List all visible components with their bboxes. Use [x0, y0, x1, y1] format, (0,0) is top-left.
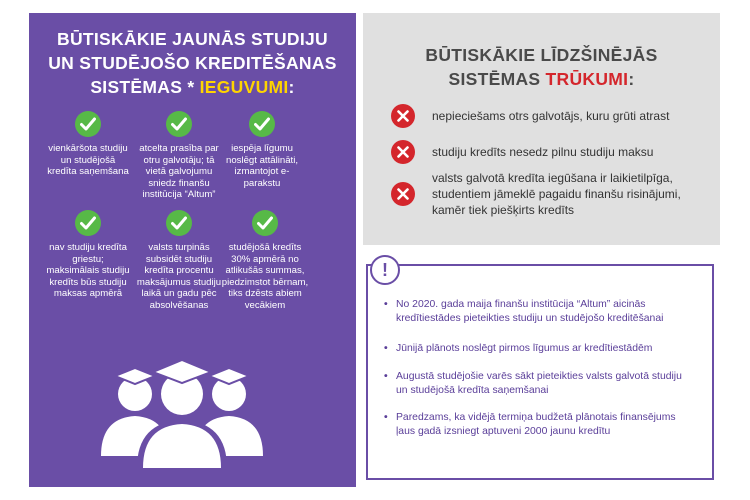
check-icon [75, 111, 101, 137]
check-icon [75, 210, 101, 236]
benefit-item: vienkāršota studiju un studējošā kredīta saņemšana [45, 111, 131, 178]
timeline-box [366, 264, 714, 480]
drawback-item: nepieciešams otrs galvotājs, kuru grūti atrast [391, 104, 669, 128]
check-icon [166, 111, 192, 137]
benefit-item: nav studiju kredīta griestu; maksimālais studiju kredīts būs studiju maksas apmērā [45, 210, 131, 300]
cross-icon [391, 104, 415, 128]
benefit-item: iespēja līgumu noslēgt attālināti, izmantojot e-parakstu [219, 111, 305, 189]
drawback-item: studiju kredīts nesedz pilnu studiju maksu [391, 140, 653, 164]
benefits-title: BŪTISKĀKIE JAUNĀS STUDIJU UN STUDĒJOŠO KREDITĒŠANAS SISTĒMAS * IEGUVUMI: [48, 29, 337, 97]
cross-icon [391, 182, 415, 206]
drawbacks-panel [363, 13, 720, 245]
info-item: • Augustā studējošie varēs sākt pieteikties valsts galvotā studiju un studējošā kredīta saņemšanai [384, 371, 682, 396]
benefit-item: studējošā kredīts 30% apmērā no atlikušās summas, piedzimstot bērnam, tiks dzēsts abiem vecākiem [219, 210, 311, 312]
cross-icon [391, 140, 415, 164]
exclamation-icon: ! [370, 255, 400, 285]
info-item: • No 2020. gada maija finanšu institūcija “Altum” aicinās kredītiestādes pieteikties studiju un studējošo kreditēšanai [384, 299, 664, 324]
drawback-item: valsts galvotā kredīta iegūšana ir laikietilpīga, studentiem jāmeklē pagaidu finanšu risinājumi, kamēr tiek piešķirts kredīts [391, 170, 711, 218]
benefit-item: valsts turpinās subsidēt studiju kredīta procentu maksājumus studiju laikā un gadu pēc absolvēšanas [136, 210, 222, 312]
info-item: • Jūnijā plānots noslēgt pirmos līgumus ar kredītiestādēm [384, 343, 653, 354]
check-icon [249, 111, 275, 137]
graduates-icon [97, 356, 267, 468]
benefits-panel [29, 13, 356, 487]
info-item: • Paredzams, ka vidējā termiņa budžetā plānotais finansējums ļaus gadā izsniegt aptuveni 2000 jaunu kredītu [384, 412, 676, 437]
drawbacks-title: BŪTISKĀKIE LĪDZŠINĒJĀS SISTĒMAS TRŪKUMI: [425, 45, 658, 89]
check-icon [166, 210, 192, 236]
check-icon [252, 210, 278, 236]
benefit-item: atcelta prasība par otru galvotāju; tā vietā galvojumu sniedz finanšu institūcija “Altum” [136, 111, 222, 201]
